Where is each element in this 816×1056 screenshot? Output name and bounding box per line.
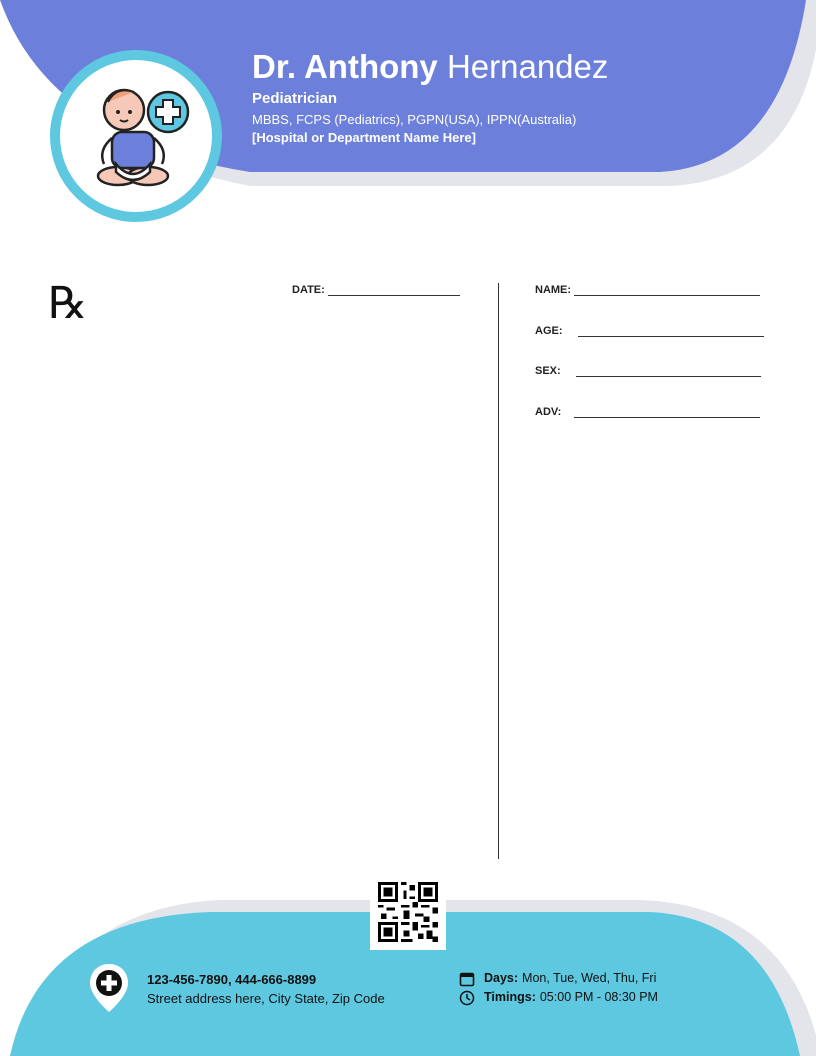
clinic-hours bbox=[459, 969, 658, 1007]
doctor-specialty: Pediatrician bbox=[252, 90, 338, 107]
sex-field[interactable] bbox=[535, 365, 761, 377]
timings-row bbox=[459, 988, 658, 1007]
column-divider bbox=[498, 283, 499, 859]
logo-ring bbox=[50, 50, 222, 222]
contact-info bbox=[147, 970, 385, 1008]
age-label: AGE: bbox=[535, 325, 563, 337]
calendar-icon bbox=[459, 971, 475, 987]
location-pin-plus-icon bbox=[88, 962, 130, 1014]
days-row bbox=[459, 969, 658, 988]
days-value: Mon, Tue, Wed, Thu, Fri bbox=[522, 971, 657, 985]
doctor-degrees: MBBS, FCPS (Pediatrics), PGPN(USA), IPPN(Australia) bbox=[252, 112, 577, 127]
phone-numbers: 123-456-7890, 444-666-8899 bbox=[147, 972, 317, 987]
doctor-name bbox=[252, 46, 608, 88]
timings-value: 05:00 PM - 08:30 PM bbox=[539, 990, 658, 1004]
date-field[interactable] bbox=[292, 284, 460, 296]
age-line[interactable] bbox=[578, 336, 764, 337]
name-label: NAME: bbox=[535, 284, 572, 296]
hospital-name: [Hospital or Department Name Here] bbox=[252, 130, 476, 145]
date-line[interactable] bbox=[328, 295, 460, 296]
doctor-first-name: Dr. Anthony bbox=[252, 48, 438, 85]
rx-symbol: ℞ bbox=[48, 278, 88, 329]
adv-line[interactable] bbox=[574, 417, 760, 418]
doctor-header bbox=[252, 46, 608, 146]
date-label: DATE: bbox=[292, 284, 325, 296]
timings-label: Timings: bbox=[484, 990, 536, 1004]
qr-code[interactable] bbox=[370, 876, 446, 950]
age-field[interactable] bbox=[535, 325, 764, 337]
days-label: Days: bbox=[484, 971, 519, 985]
qr-code-icon bbox=[378, 882, 438, 942]
logo-circle bbox=[60, 60, 212, 212]
adv-label: ADV: bbox=[535, 406, 562, 418]
sex-label: SEX: bbox=[535, 365, 561, 377]
adv-field[interactable] bbox=[535, 406, 760, 418]
doctor-last-name: Hernandez bbox=[446, 48, 609, 85]
street-address: Street address here, City State, Zip Code bbox=[147, 991, 385, 1006]
baby-with-medical-cross-icon bbox=[60, 60, 212, 212]
clock-icon bbox=[459, 990, 475, 1006]
sex-line[interactable] bbox=[576, 376, 761, 377]
name-field[interactable] bbox=[535, 284, 760, 296]
name-line[interactable] bbox=[574, 295, 760, 296]
